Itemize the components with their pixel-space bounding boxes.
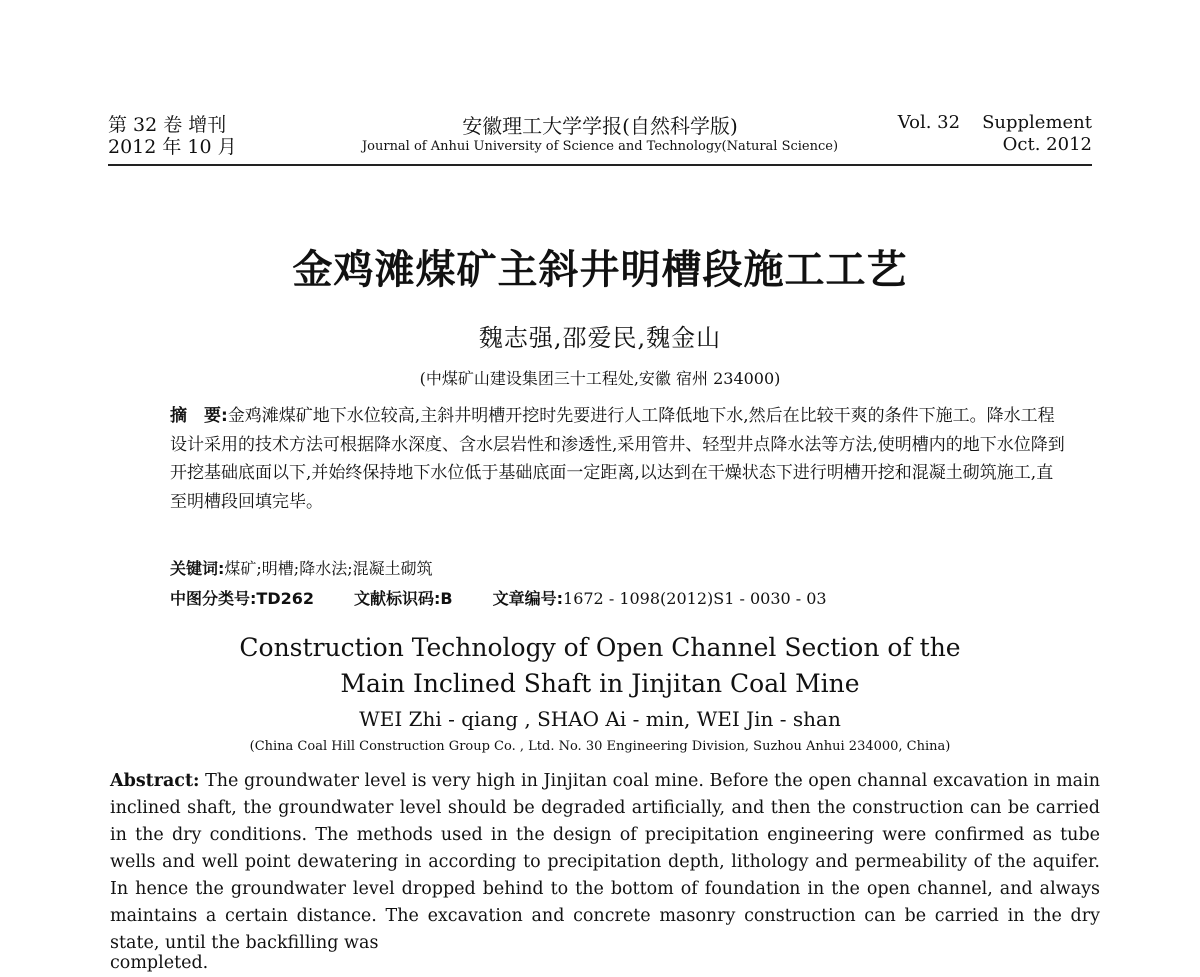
keywords-text: 煤矿;明槽;降水法;混凝土砌筑 xyxy=(224,559,433,578)
abstract-en-label: Abstract: xyxy=(110,771,200,791)
paper-title-en xyxy=(0,630,1200,702)
header-volume-en xyxy=(898,112,1092,156)
authors-zh: 魏志强,邵爱民,魏金山 xyxy=(478,324,722,352)
doc-code-value: B xyxy=(440,589,453,608)
classification-line xyxy=(170,586,827,609)
abstract-en xyxy=(110,768,1100,957)
keywords-label: 关键词: xyxy=(170,559,225,578)
abstract-en-text: The groundwater level is very high in Jinjitan coal mine. Before the open channal excavation in main inclined shaft, the groundwater level should be degraded artificially, and then the construction can be carried in the dry conditions. The methods used in the design of precipitation engineering were confirmed as tube wells and well point dewatering in according to precipitation depth, lithology and permeability of the aquifer. In hence the groundwater level dropped behind to the bottom of foundation in the open channel, and always maintains a certain distance. The excavation and concrete masonry construction can be carried in the dry state, until the backfilling was xyxy=(110,771,1100,953)
header-volume-date xyxy=(108,114,237,158)
article-number-label: 文章编号: xyxy=(492,589,564,608)
journal-title-zh: 安徽理工大学学报(自然科学版) xyxy=(462,114,738,138)
affiliation-zh: (中煤矿山建设集团三十工程处,安徽 宿州 234000) xyxy=(419,369,781,388)
abstract-en-truncated: completed. xyxy=(110,953,209,973)
abstract-zh-text: 金鸡滩煤矿地下水位较高,主斜井明槽开挖时先要进行人工降低地下水,然后在比较干爽的条件下施工。降水工程设计采用的技术方法可根据降水深度、含水层岩性和渗透性,采用管井、轻型井点降水法等方法,使明槽内的地下水位降到开挖基础底面以下,并始终保持地下水位低于基础底面一定距离,以达到在干燥状态下进行明槽开挖和混凝土砌筑施工,直至明槽段回填完毕。 xyxy=(170,406,1065,512)
journal-title-en: Journal of Anhui University of Science and Technology(Natural Science) xyxy=(361,139,839,154)
abstract-zh-label: 摘 要: xyxy=(170,406,228,426)
clc-value: TD262 xyxy=(256,589,314,608)
paper-title-en-line1: Construction Technology of Open Channel Section of the xyxy=(239,633,961,662)
authors-en: WEI Zhi - qiang , SHAO Ai - min, WEI Jin - shan xyxy=(359,707,841,731)
volume-en: Vol. 32 xyxy=(897,112,961,133)
article-number-value: 1672 - 1098(2012)S1 - 0030 - 03 xyxy=(563,589,827,608)
paper-title-en-line2: Main Inclined Shaft in Jinjitan Coal Mine xyxy=(340,669,860,698)
volume-zh: 第 32 卷 增刊 xyxy=(108,114,227,136)
keywords xyxy=(170,556,433,579)
date-zh: 2012 年 10 月 xyxy=(108,136,237,158)
paper-title-zh: 金鸡滩煤矿主斜井明槽段施工工艺 xyxy=(292,246,908,293)
clc-label: 中图分类号: xyxy=(170,589,257,608)
journal-title xyxy=(330,114,870,156)
affiliation-en: (China Coal Hill Construction Group Co. , Ltd. No. 30 Engineering Division, Suzhou Anhui 234000, China) xyxy=(249,739,951,754)
date-en: Oct. 2012 xyxy=(1002,134,1092,155)
supplement-en: Supplement xyxy=(982,112,1092,133)
abstract-zh xyxy=(170,402,1070,516)
header-rule xyxy=(108,164,1092,166)
doc-code-label: 文献标识码: xyxy=(354,589,441,608)
